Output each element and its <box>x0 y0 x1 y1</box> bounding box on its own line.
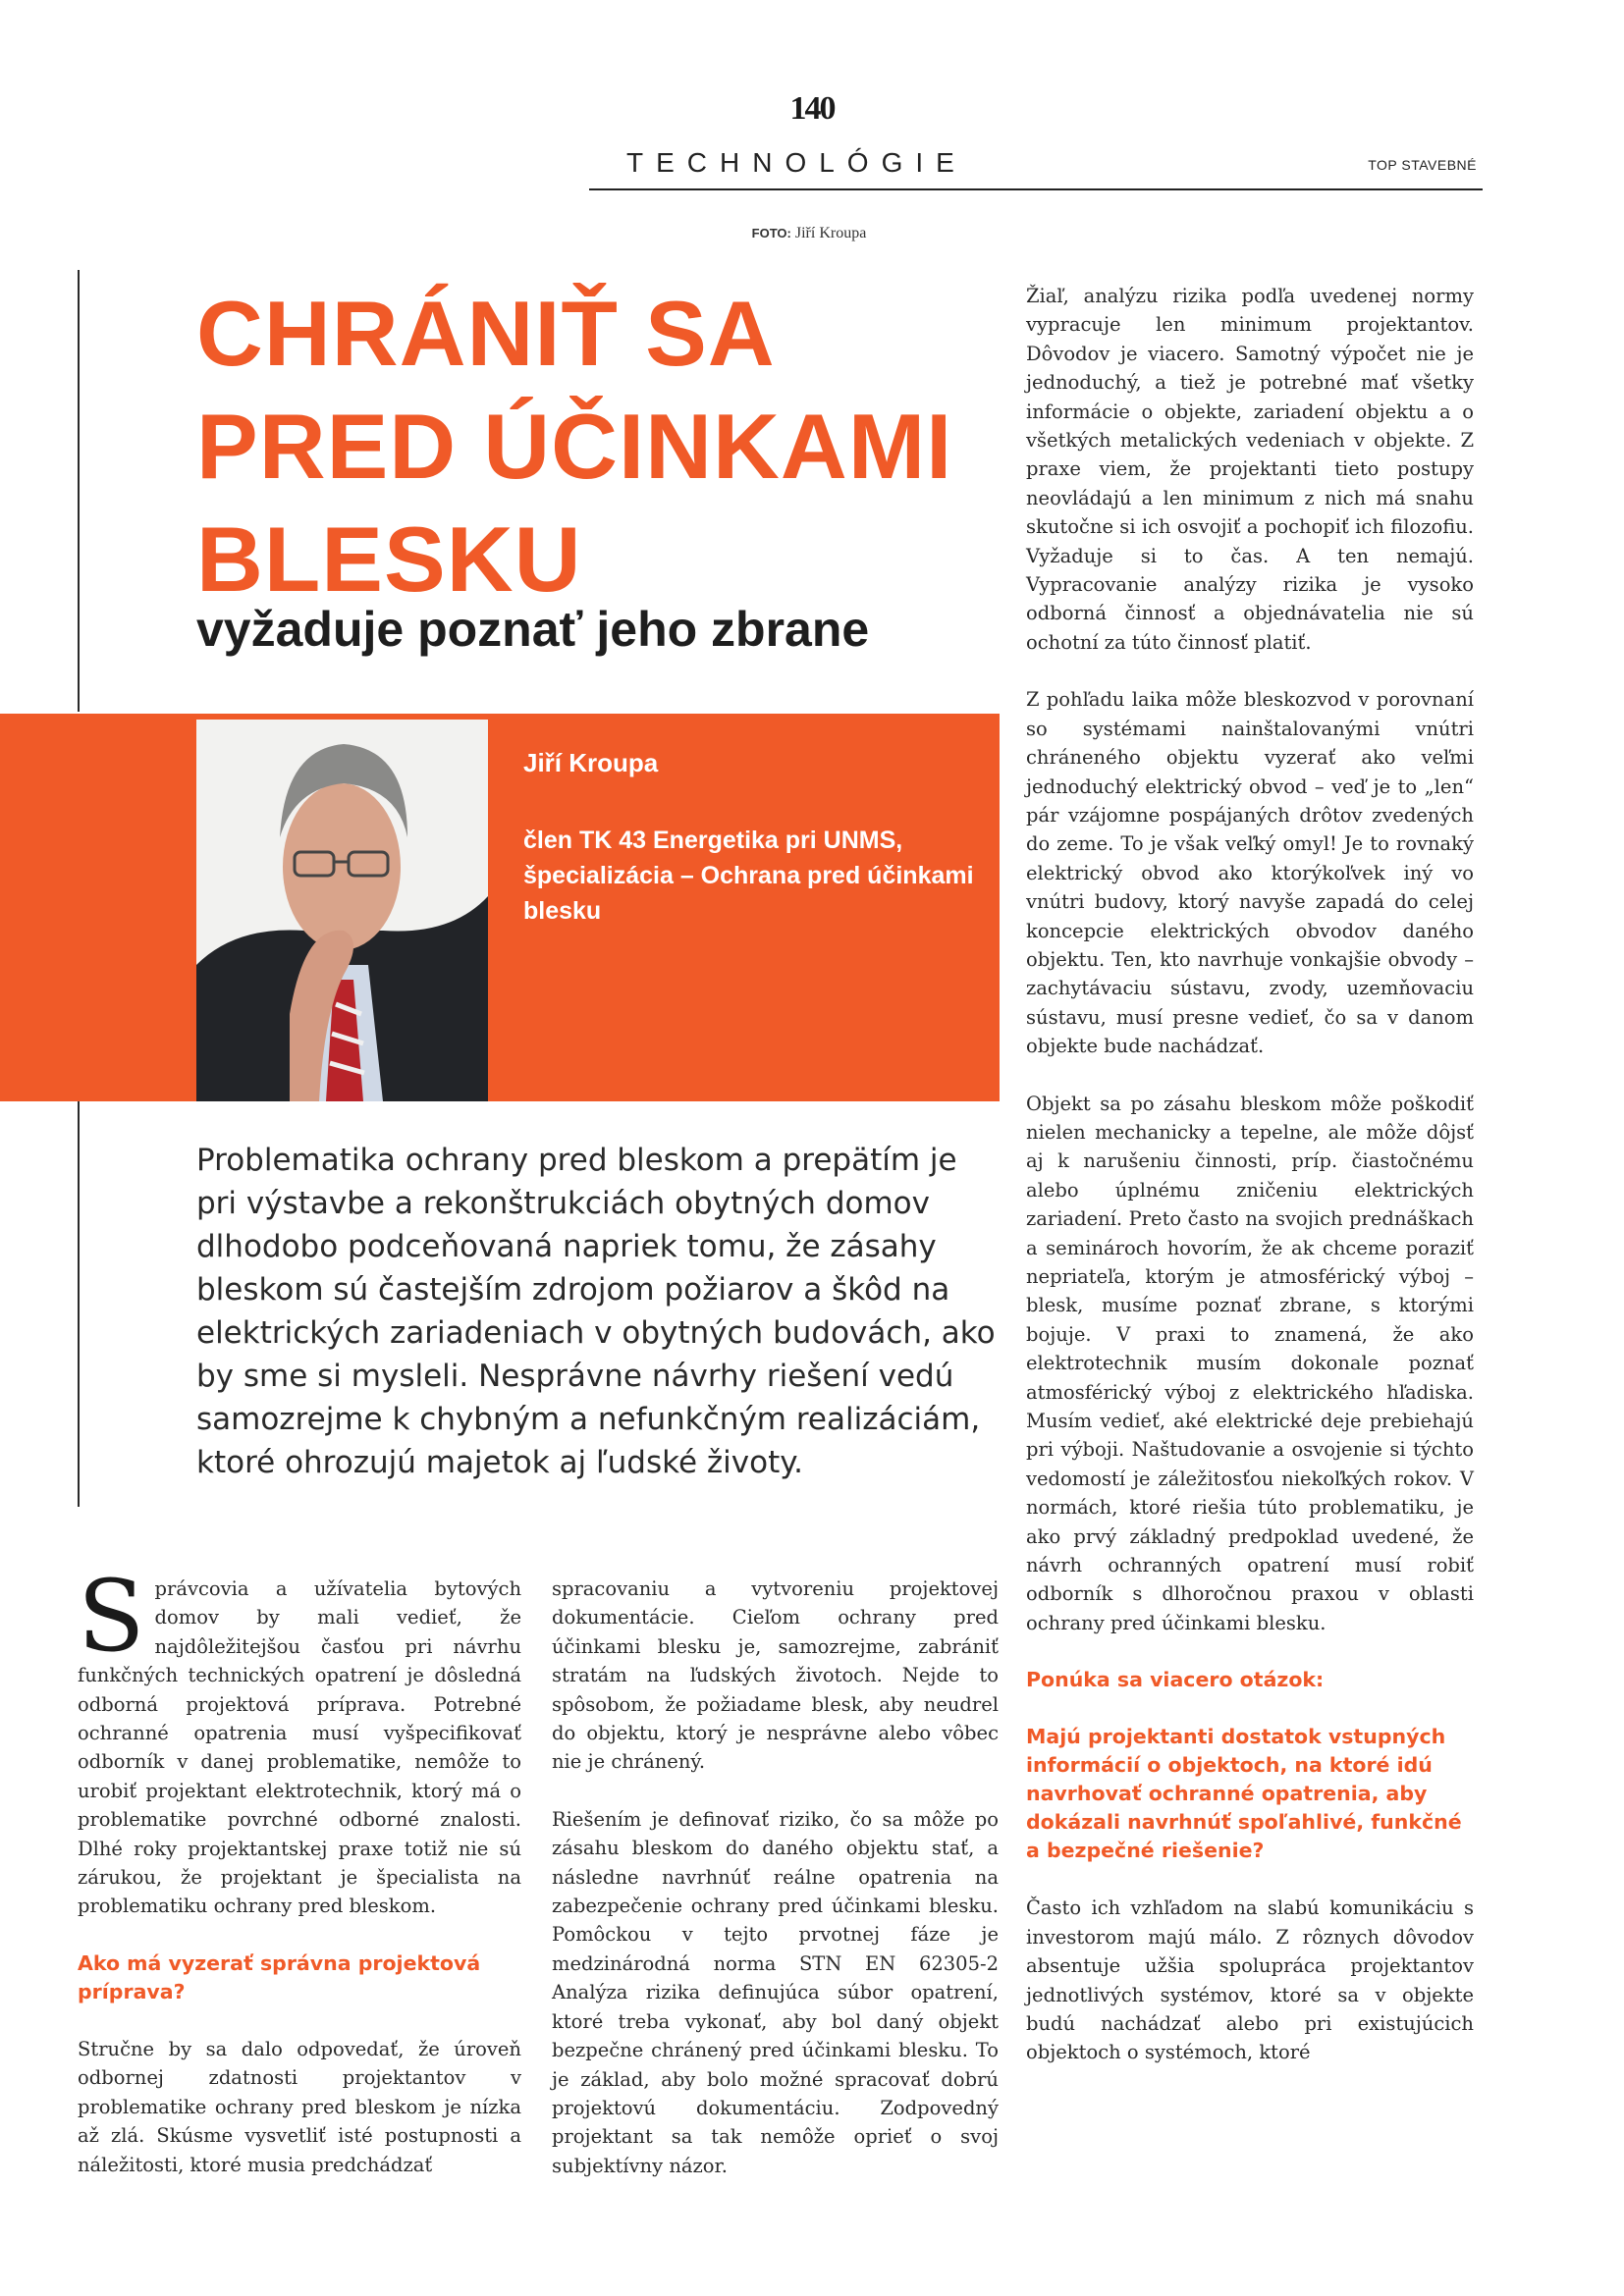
section-heading: Ponúka sa viacero otázok: <box>1026 1668 1325 1692</box>
drop-cap: S <box>78 1559 145 1674</box>
portrait-image-icon <box>196 720 488 1101</box>
headline-line: BLESKU <box>196 507 582 611</box>
author-name: Jiří Kroupa <box>523 748 659 777</box>
body-paragraph: Často ich vzhľadom na slabú komunikáciu s investorom majú málo. Z rôznych dôvodov absentuje užšia spolupráca projektantov jednotlivých systémov, ktoré sa v objekte budú nachádzať alebo pri existujúcich objektoch o systémoch, ktoré <box>1026 1896 1474 2064</box>
body-column-middle <box>552 1575 999 2209</box>
paragraph-text: právcovia a užívatelia bytových domov by mali vedieť, že najdôležitejšou časťou pri návrhu funkčných technických opatrení je dôsledná odborná projektová príprava. Potrebné ochranné opatrenia musí vyšpecifikovať odborník v danej problematike, nemôže to urobiť projektant elektrotechnik, ktorý má o problematike povrchné odborné znalosti. Dlhé roky projektantskej praxe totiž nie sú zárukou, že projektant je špecialista na problematiku ochrany pred bleskom. <box>78 1577 521 1918</box>
headline <box>196 277 1001 615</box>
body-column-right <box>1026 282 1474 2096</box>
photo-credit-label: FOTO: <box>751 226 791 240</box>
subheadline: vyžaduje poznať jeho zbrane <box>196 602 870 657</box>
body-paragraph <box>78 1559 521 1921</box>
lead-paragraph: Problematika ochrany pred bleskom a prepätím je pri výstavbe a rekonštrukciách obytných domov dlhodobo podceňovaná napriek tomu, že zásahy bleskom sú častejším zdrojom požiarov a škôd na elektrických zariadeniach v obytných budovách, ako by sme si mysleli. Nesprávne návrhy riešení vedú samozrejme k chybným a nefunkčným realizáciám, ktoré ohrozujú majetok aj ľudské životy. <box>196 1143 996 1480</box>
author-bio: člen TK 43 Energetika pri UNMS, špecializácia – Ochrana pred účinkami blesku <box>523 827 974 925</box>
header-rule <box>589 188 1483 190</box>
photo-credit <box>642 225 976 242</box>
headline-line: PRED ÚČINKAMI <box>196 395 953 498</box>
photo-credit-name: Jiří Kroupa <box>794 225 867 241</box>
author-photo <box>196 720 488 1101</box>
question-heading: Majú projektanti dostatok vstupných informácií o objektoch, na ktoré idú navrhovať ochranné opatrenia, aby dokázali navrhnúť spoľahlivé, funkčné a bezpečné riešenie? <box>1026 1725 1462 1863</box>
magazine-name: TOP STAVEBNÉ <box>1368 157 1477 173</box>
body-paragraph: Stručne by sa dalo odpovedať, že úroveň odbornej zdatnosti projektantov v problematike ochrany pred bleskom je nízka až zlá. Skúsme vysvetliť isté postupnosti a náležitosti, ktoré musia predchádzať <box>78 2037 521 2176</box>
body-paragraph: Objekt sa po zásahu bleskom môže poškodiť nielen mechanicky a tepelne, ale môže dôjsť aj k narušeniu činnosti, príp. čiastočnému alebo úplnému zničeniu elektrických zariadení. Preto často na svojich prednáškach a seminároch hovorím, že ak chceme poraziť nepriateľa, ktorým je atmosférický výboj – blesk, musíme poznať zbrane, s ktorými bojuje. V praxi to znamená, že ako elektrotechnik musím dokonale poznať atmosférický výboj z elektrického hľadiska. Musím vedieť, aké elektrické deje prebiehajú pri výboji. Naštudovanie a osvojenie si týchto vedomostí je záležitosťou niekoľkých rokov. V normách, ktoré riešia túto problematiku, je ako prvý základný predpoklad uvedené, že návrh ochranných opatrení musí robiť odborník s dlhoročnou praxou v oblasti ochrany pred účinkami blesku. <box>1026 1092 1474 1634</box>
headline-line: CHRÁNIŤ SA <box>196 282 776 385</box>
decorative-rule-bottom <box>78 1095 80 1507</box>
body-paragraph: Žiaľ, analýzu rizika podľa uvedenej normy vypracuje len minimum projektantov. Dôvodov je viacero. Samotný výpočet nie je jednoduchý, a tiež je potrebné mať všetky informácie o objekte, zariadení objektu a o všetkých metalických vedeniach v objekte. Z praxe viem, že projektanti tieto postupy neovládajú a len minimum z nich má snahu skutočne si ich osvojiť a pochopiť ich filozofiu. Vyžaduje si to čas. A ten nemajú. Vypracovanie analýzy rizika je vysoko odborná činnosť a objednávatelia nie sú ochotní za túto činnosť platiť. <box>1026 285 1474 654</box>
body-column-left <box>78 1559 521 2208</box>
page-number: 140 <box>789 90 835 127</box>
body-paragraph: Z pohľadu laika môže bleskozvod v porovnaní so systémami nainštalovanými vnútri chráneného objektu vyzerať ako veľmi jednoduchý elektrický obvod – veď je to „len“ pár vzájomne pospájaných drôtov zvedených do zeme. To je však veľký omyl! Je to rovnaký elektrický obvod ako ktorýkoľvek iný vo vnútri budovy, ktorý navyše zapadá do celej koncepcie elektrických obvodov daného objektu. Ten, kto navrhuje vonkajšie obvody – zachytávaciu sústavu, zvody, uzemňovaciu sústavu, musí presne vedieť, čo sa v danom objekte bude nachádzať. <box>1026 688 1474 1058</box>
decorative-rule-top <box>78 270 80 712</box>
body-paragraph: Riešením je definovať riziko, čo sa môže po zásahu bleskom do daného objektu stať, a následne navrhnúť reálne opatrenia na zabezpečenie ochrany pred účinkami blesku. Pomôckou v tejto prvotnej fáze je medzinárodná norma STN EN 62305-2 Analýza rizika definujúca súbor opatrení, ktoré treba vykonať, aby bol daný objekt bezpečne chránený pred účinkami blesku. To je základ, aby bolo možné spracovať dobrú projektovú dokumentáciu. Zodpovedný projektant sa tak nemôže oprieť o svoj subjektívny názor. <box>552 1807 999 2177</box>
section-title: TECHNOLÓGIE <box>626 147 967 178</box>
section-heading: Ako má vyzerať správna projektová príprava? <box>78 1950 481 2003</box>
body-paragraph: spracovaniu a vytvoreniu projektovej dokumentácie. Cieľom ochrany pred účinkami blesku je, samozrejme, zabrániť stratám na ľudských životoch. Nejde to spôsobom, že požiadame blesk, aby neudrel do objektu, ktorý je nesprávne alebo vôbec nie je chránený. <box>552 1577 999 1774</box>
